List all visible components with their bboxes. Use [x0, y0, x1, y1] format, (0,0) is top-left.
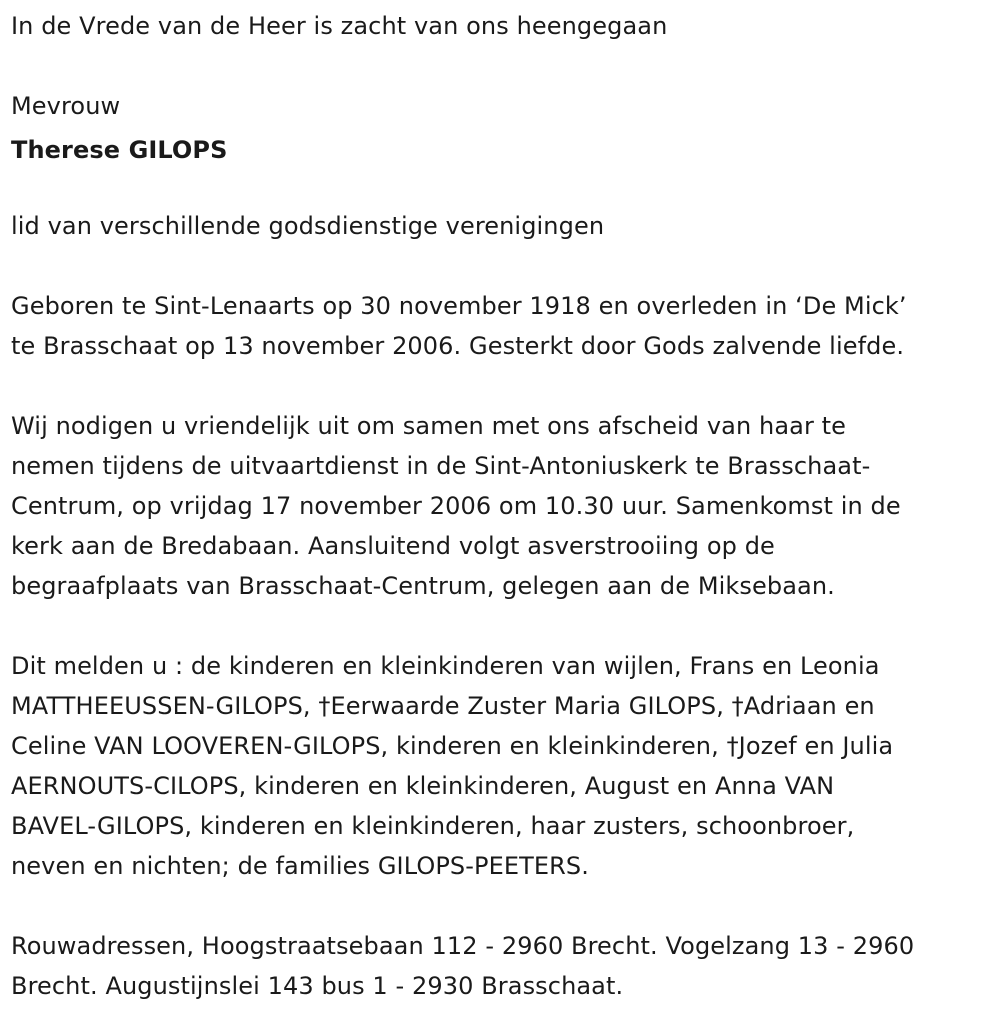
address-line: Rouwadressen, Hoogstraatsebaan 112 - 2960 Brecht. Vogelzang 13 - 2960	[11, 932, 915, 960]
deceased-name: Therese GILOPS	[11, 136, 228, 164]
spacer	[11, 246, 996, 286]
family-line: Celine VAN LOOVEREN-GILOPS, kinderen en kleinkinderen, †Jozef en Julia	[11, 732, 894, 760]
invitation-line: Wij nodigen u vriendelijk uit om samen met ons afscheid van haar te	[11, 412, 847, 440]
spacer	[11, 46, 996, 86]
invitation-line: nemen tijdens de uitvaartdienst in de Sint-Antoniuskerk te Brasschaat-	[11, 452, 871, 480]
membership-line: lid van verschillende godsdienstige verenigingen	[11, 212, 605, 240]
salutation: Mevrouw	[11, 92, 121, 120]
birth-line: te Brasschaat op 13 november 2006. Gesterkt door Gods zalvende liefde.	[11, 332, 905, 360]
family-line: Dit melden u : de kinderen en kleinkinderen van wijlen, Frans en Leonia	[11, 652, 880, 680]
spacer	[11, 174, 996, 206]
invitation-line: begraafplaats van Brasschaat-Centrum, gelegen aan de Miksebaan.	[11, 572, 835, 600]
birth-paragraph	[11, 286, 996, 366]
invitation-paragraph	[11, 406, 996, 606]
address-line: Brecht. Augustijnslei 143 bus 1 - 2930 Brasschaat.	[11, 972, 624, 1000]
family-line: BAVEL-GILOPS, kinderen en kleinkinderen, haar zusters, schoonbroer,	[11, 812, 855, 840]
birth-line: Geboren te Sint-Lenaarts op 30 november 1918 en overleden in ‘De Mick’	[11, 292, 907, 320]
addresses-paragraph	[11, 926, 996, 1006]
invitation-line: kerk aan de Bredabaan. Aansluitend volgt asverstrooiing op de	[11, 532, 775, 560]
spacer	[11, 886, 996, 926]
obituary-document	[11, 6, 996, 1006]
invitation-line: Centrum, op vrijdag 17 november 2006 om 10.30 uur. Samenkomst in de	[11, 492, 901, 520]
opening-line: In de Vrede van de Heer is zacht van ons heengegaan	[11, 12, 668, 40]
spacer	[11, 606, 996, 646]
family-line: neven en nichten; de families GILOPS-PEETERS.	[11, 852, 589, 880]
family-line: MATTHEEUSSEN-GILOPS, †Eerwaarde Zuster Maria GILOPS, †Adriaan en	[11, 692, 875, 720]
family-paragraph	[11, 646, 996, 886]
family-line: AERNOUTS-CILOPS, kinderen en kleinkinderen, August en Anna VAN	[11, 772, 835, 800]
spacer	[11, 366, 996, 406]
